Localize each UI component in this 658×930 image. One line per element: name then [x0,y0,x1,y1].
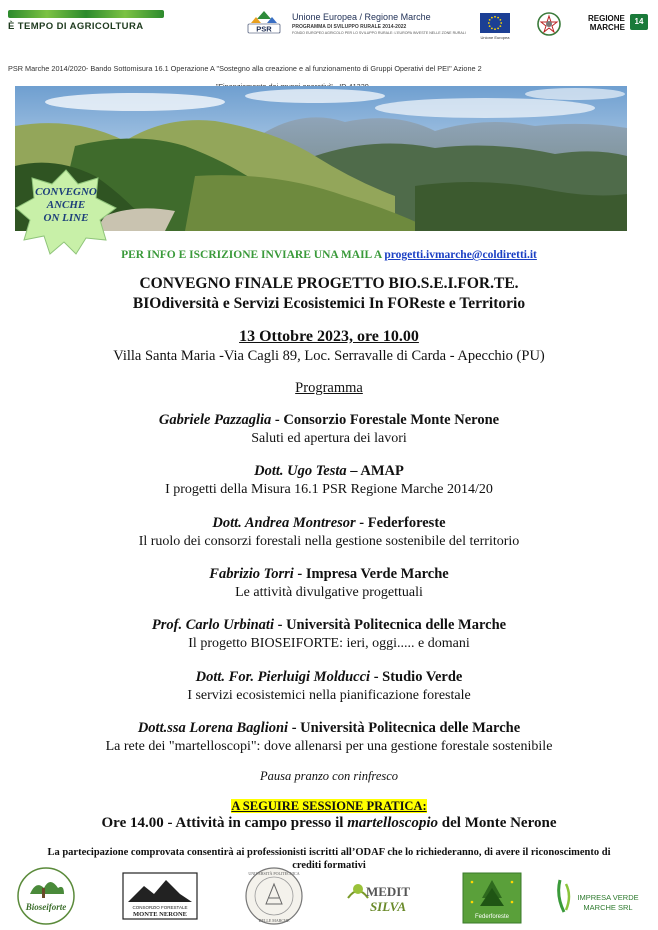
eu-star [497,27,499,29]
eu-star [500,22,502,24]
event-venue: Villa Santa Maria -Via Cagli 89, Loc. Serravalle di Carda - Apecchio (PU) [113,348,545,364]
speaker-name-line [0,617,658,634]
federforeste-logo [462,872,522,924]
impresa-line1: IMPRESA VERDE [577,893,639,902]
regione-line2: MARCHE [589,23,625,32]
online-badge-text [14,186,118,225]
speaker-separator: - [288,720,301,736]
univpm-line2: DELLE MARCHE [258,918,290,923]
speaker-separator: - [293,566,306,582]
programma-heading: Programma [295,380,363,396]
psr-logo [244,9,284,37]
bioseiforte-logo [14,866,78,926]
speaker-name: Dott. For. Pierluigi Molducci [195,669,371,685]
eu-star [489,25,491,27]
info-line [0,249,658,261]
eu-star [489,19,491,21]
brand-text: È TEMPO DI AGRICOLTURA [8,21,144,32]
impresa-verde-marche-logo [552,874,648,920]
eu-flag-icon [480,13,510,33]
speaker-name: Dott. Ugo Testa [254,463,347,479]
speaker-organization: Impresa Verde Marche [305,566,449,582]
info-text: PER INFO E ISCRIZIONE INVIARE UNA MAIL A [121,249,385,261]
badge-line2: ANCHE [46,199,86,211]
univpm-line1: UNIVERSITÀ POLITECNICA [248,871,300,876]
speaker-organization: Università Politecnica delle Marche [286,617,507,633]
tempo-agricoltura-logo [8,10,164,18]
speaker-separator: - [273,617,287,633]
eu-star [488,22,490,24]
impresa-line2: MARCHE SRL [583,903,633,912]
speaker-name-line [0,720,658,737]
practical-line-italic: martelloscopio [347,815,439,831]
speaker-talk-title: I progetti della Misura 16.1 PSR Regione Marche 2014/20 [165,482,493,497]
univpm-seal-logo [244,866,304,926]
speaker-talk-title: Le attività divulgative progettuali [235,585,423,600]
event-date: 13 Ottobre 2023, ore 10.00 [239,328,419,345]
federforeste-text: Federforeste [474,914,510,920]
event-subtitle: BIOdiversità e Servizi Ecosistemici In FOReste e Territorio [132,295,526,312]
speaker-name: Prof. Carlo Urbinati [151,617,274,633]
credits-note-line1: La partecipazione comprovata consentirà ai professionisti iscritti all’ODAF che lo richiederanno, di avere il riconoscimento di [47,847,611,858]
speaker-organization: Federforeste [367,515,446,531]
header-logos [0,0,658,50]
speaker-separator: - [355,515,368,531]
speaker-organization: AMAP [360,463,404,479]
practical-line-end: del Monte Nerone [438,815,557,831]
regione-marche-logo [588,14,625,32]
consorzio-monte-nerone-logo [122,872,198,920]
speaker-separator: - [271,412,284,428]
speaker-name-line [0,566,658,583]
eu-star [491,17,493,19]
speaker-name-line [0,463,658,480]
badge-line1: CONVEGNO [35,186,97,198]
italian-republic-emblem-icon [537,11,561,37]
speaker-organization: Consorzio Forestale Monte Nerone [283,412,500,428]
eu-star [499,19,501,21]
eu-star [491,27,493,29]
speaker-name-line [0,515,658,532]
speaker-separator: – [346,463,361,479]
practical-session-heading [0,799,658,814]
email-link[interactable]: progetti.ivmarche@coldiretti.it [384,249,537,261]
psr-logo-text: PSR [256,24,272,34]
speaker-organization: Università Politecnica delle Marche [300,720,521,736]
speaker-name-line [0,669,658,686]
psr-fund-line: FONDO EUROPEO AGRICOLO PER LO SVILUPPO RURALE: L'EUROPA INVESTE NELLE ZONE RURALI [292,31,466,35]
eu-star [499,25,501,27]
medit-line2: SILVA [369,899,407,914]
medit-silva-logo [344,878,420,918]
event-title: CONVEGNO FINALE PROGETTO BIO.S.E.I.FOR.TE. [139,275,519,292]
regione-badge-text: 14 [634,17,644,26]
credits-note-line2: crediti formativi [292,860,366,871]
speaker-talk-title: Il ruolo dei consorzi forestali nella gestione sostenibile del territorio [138,534,520,549]
regione-line1: REGIONE [588,14,625,23]
speaker-talk-title: La rete dei "martelloscopi": dove allenarsi per una gestione forestale sostenibile [105,739,553,754]
badge-line3: ON LINE [43,212,89,224]
speaker-name: Fabrizio Torri [209,566,294,582]
psr-program-block [292,12,466,35]
speaker-talk-title: I servizi ecosistemici nella pianificazione forestale [187,688,471,703]
practical-session-line [0,815,658,832]
consorzio-line2: MONTE NERONE [133,911,187,918]
lunch-break: Pausa pranzo con rinfresco [259,769,399,783]
medit-line1: MEDIT [365,884,411,899]
regione-badge [630,14,648,30]
bioseiforte-text: Bioseiforte [25,902,67,912]
speaker-separator: - [370,669,383,685]
psr-title: Unione Europea / Regione Marche [292,12,431,22]
speaker-organization: Studio Verde [382,669,463,685]
speaker-talk-title: Il progetto BIOSEIFORTE: ieri, oggi..... e domani [188,636,470,651]
credits-note [20,846,638,872]
practical-line-start: Ore 14.00 - Attività in campo presso il [101,815,348,831]
speaker-name: Dott.ssa Lorena Baglioni [137,720,289,736]
practical-session-label: A SEGUIRE SESSIONE PRATICA: [231,799,427,813]
speaker-talk-title: Saluti ed apertura dei lavori [251,431,407,446]
eu-caption: Unione Europea [480,35,510,40]
consorzio-line1: CONSORZIO FORESTALE [132,905,188,910]
bando-line1: PSR Marche 2014/2020- Bando Sottomisura 16.1 Operazione A "Sostegno alla creazione e al funzionamento di Gruppi Operativi del PEI" Azione 2 [8,64,482,73]
psr-subtitle: PROGRAMMA DI SVILUPPO RURALE 2014-2022 [292,24,407,30]
speaker-name-line [0,412,658,429]
eu-star [494,28,496,30]
eu-star [494,16,496,18]
speaker-name: Dott. Andrea Montresor [212,515,356,531]
eu-star [497,17,499,19]
speaker-name: Gabriele Pazzaglia [158,412,272,428]
